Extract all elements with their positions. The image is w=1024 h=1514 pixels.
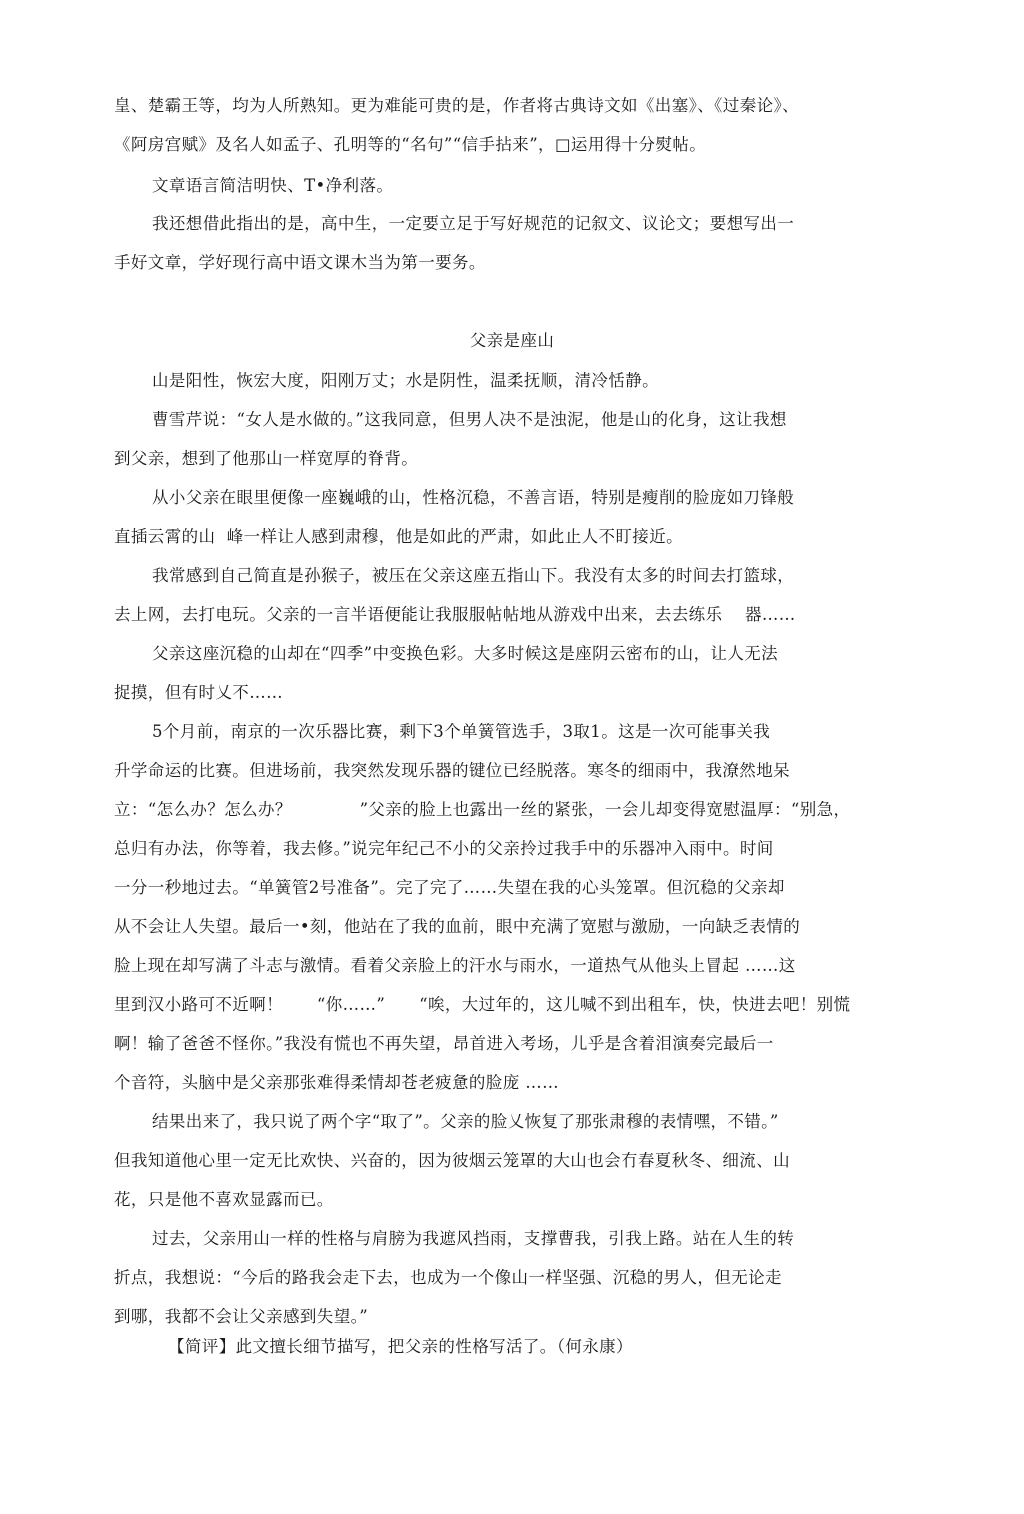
text-line: 啊！输了爸爸不怪你。”我没有慌也不再失望，昂首进入考场，儿乎是含着泪演奏完最后一 xyxy=(114,1034,774,1053)
text-line: 捉摸，但有时乂不…… xyxy=(114,683,283,702)
text-line: 到父亲，想到了他那山一样宽厚的脊背。 xyxy=(114,449,419,468)
text-line: 一分一秒地过去。“单簧管2号准备”。完了完了……失望在我的心头笼罩。但沉稳的父亲却 xyxy=(114,878,785,897)
text-line: 去上网，去打电玩。父亲的一言半语便能让我服服帖帖地从游戏中出来，去去练乐 器…… xyxy=(114,605,796,624)
text-line: 到哪，我都不会让父亲感到失望。” xyxy=(114,1307,369,1326)
text-line: 升学命运的比赛。但进场前，我突然发现乐器的键位已经脱落。寒冬的细雨中，我潦然地呆 xyxy=(114,761,790,780)
text-line: 立：“怎么办？怎么办？ ”父亲的脸上也露出一丝的紧张，一会儿却变得宽慰温厚：“别急， xyxy=(114,800,851,819)
text-line: 总归有办法，你等着，我去修。”说完年纪己不小的父亲拎过我手中的乐器冲入雨中。时间 xyxy=(114,839,774,858)
text-line: 折点，我想说：“今后的路我会走下去，也成为一个像山一样坚强、沉稳的男人，但无论走 xyxy=(114,1268,782,1287)
text-line: 5个月前，南京的一次乐器比赛，剩下3个单簧管选手，3取1。这是一次可能事关我 xyxy=(152,722,771,741)
text-line: 手好文章，学好现行高中语文课木当为第一要务。 xyxy=(114,253,486,272)
text-line: 《阿房宫赋》及名人如孟子、孔明等的“名句”“信手拈来”，□运用得十分熨帖。 xyxy=(114,135,707,154)
text-line: 但我知道他心里一定无比欢快、兴奋的，因为彼烟云笼罩的大山也会冇春夏秋冬、细流、山 xyxy=(114,1151,790,1170)
text-line: 从小父亲在眼里便像一座巍峨的山，性格沉稳，不善言语，特别是瘦削的脸庞如刀锋般 xyxy=(152,488,795,507)
text-line: 皇、楚霸王等，均为人所熟知。更为难能可贵的是，作者将古典诗文如《出塞》、《过秦论》、 xyxy=(114,96,800,115)
text-line: 曹雪芹说：“女人是水做的。”这我同意，但男人决不是浊泥，他是山的化身，这让我想 xyxy=(152,410,787,429)
text-line: 从不会让人失望。最后一•刻，他站在了我的血前，眼中充满了宽慰与激励，一向缺乏表情的 xyxy=(114,917,801,936)
text-line: 花，只是他不喜欢显露而已。 xyxy=(114,1190,334,1209)
text-line: 脸上现在却写满了斗志与激情。看着父亲脸上的汗水与雨水，一道热气从他头上冒起 ……这 xyxy=(114,956,796,975)
review-note: 【简评】此文擅长细节描写，把父亲的性格写活了。（何永康） xyxy=(168,1337,633,1356)
text-line: 文章语言简洁明快、T•净利落。 xyxy=(152,176,394,195)
text-line: 父亲这座沉稳的山却在“四季”中变换色彩。大多时候这是座阴云密布的山，让人无法 xyxy=(152,644,779,663)
article-title: 父亲是座山 xyxy=(469,331,555,350)
text-line: 结果出来了，我只说了两个字“取了”。父亲的脸乂恢复了那张肃穆的表情嘿，不错。” xyxy=(152,1112,779,1131)
text-line: 里到汉小路可不近啊！ “你……” “唉，大过年的，这儿喊不到出租车，快，快进去吧！别慌 xyxy=(114,995,851,1014)
text-line: 过去，父亲用山一样的性格与肩膀为我遮风挡雨，支撑曹我，引我上路。站在人生的转 xyxy=(152,1229,795,1248)
text-line: 个音符，头脑中是父亲那张难得柔情却苍老疲惫的脸庞 …… xyxy=(114,1073,560,1092)
text-line: 山是阳性，恢宏大度，阳刚万丈；水是阴性，温柔抚顺，清冷恬静。 xyxy=(152,371,659,390)
text-line: 我还想借此指出的是，高中生，一定要立足于写好规范的记叙文、议论文；要想写出一 xyxy=(152,214,795,233)
text-line: 我常感到自己简直是孙猴子，被压在父亲这座五指山下。我没有太多的时间去打篮球， xyxy=(152,566,795,585)
text-line: 直插云霄的山 峰一样让人感到肃穆，他是如此的严肃，如此止人不盯接近。 xyxy=(114,527,683,546)
